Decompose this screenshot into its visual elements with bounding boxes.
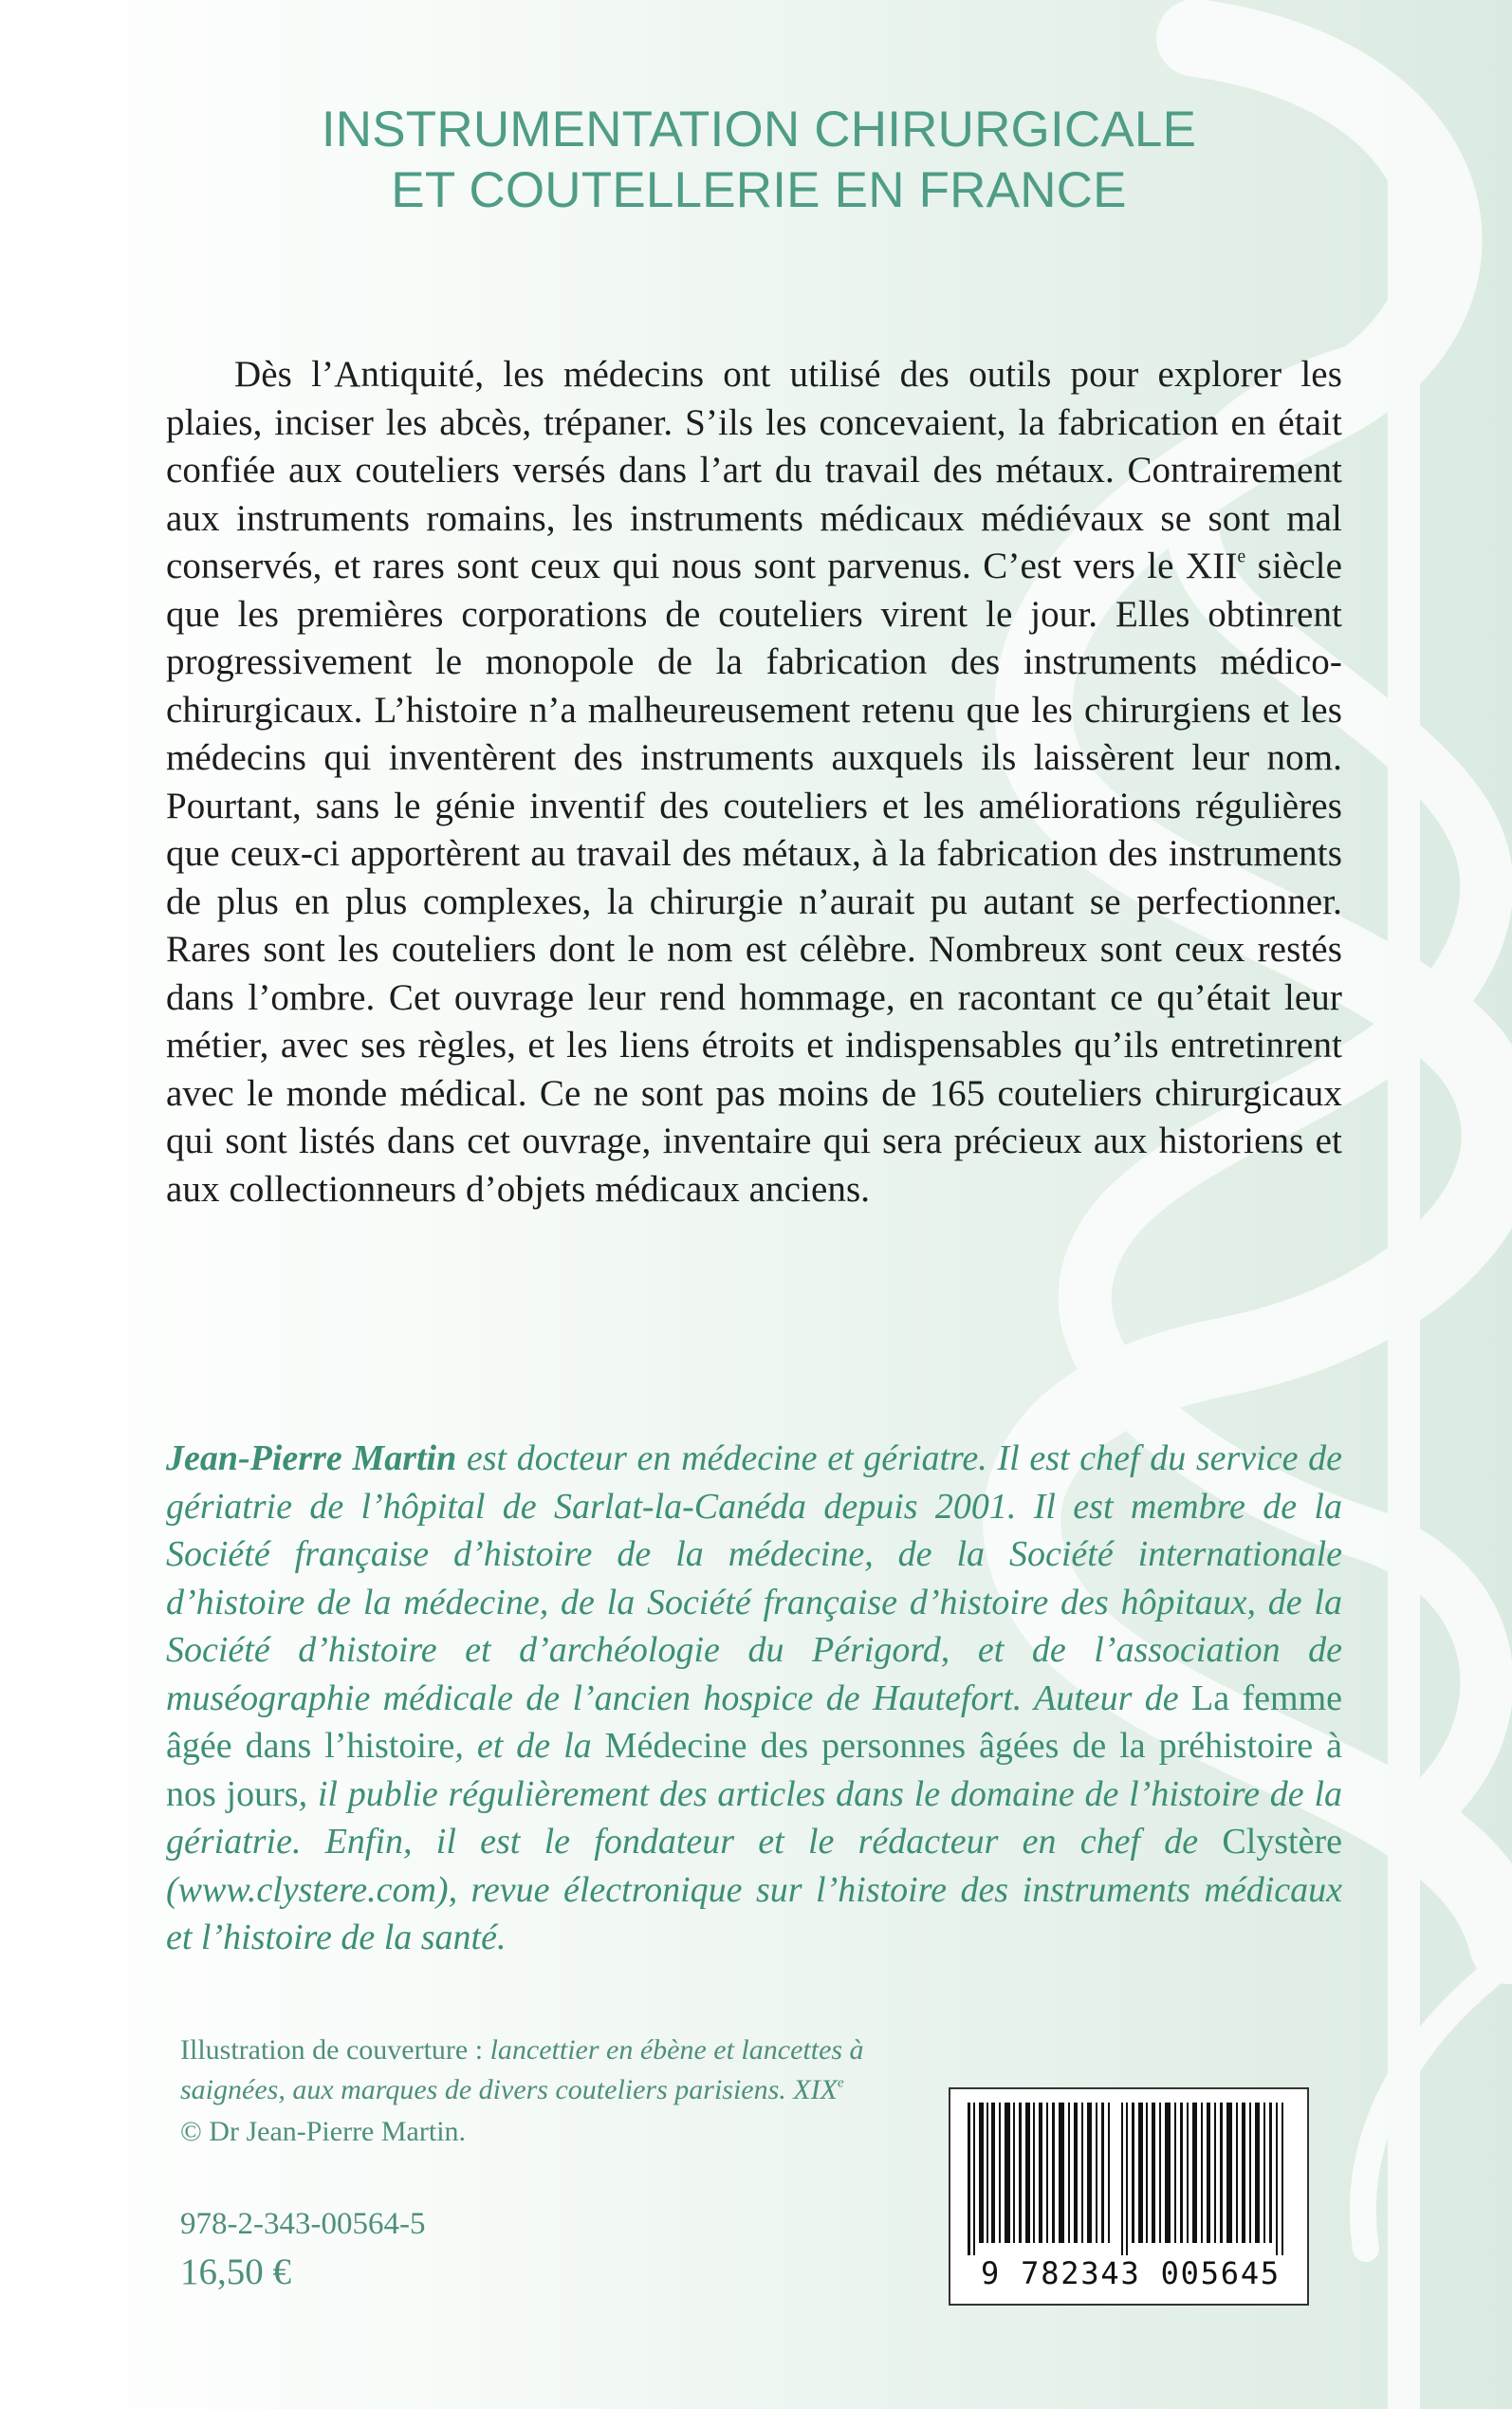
author-bio-text-2: , et de la [454, 1726, 605, 1766]
cover-illustration-label: Illustration de couverture : [180, 2034, 490, 2066]
book-summary-superscript: e [1237, 547, 1246, 567]
author-bio-text-4: (www.clystere.com), revue électronique sur l’histoire des instruments médicaux et l’histoire de la santé. [166, 1869, 1342, 1957]
cover-illustration-credit [180, 2030, 920, 2110]
author-book-title-2: Médecine des personnes âgées de la préhistoire à nos jours [166, 1726, 1342, 1814]
author-bio-text-1: est docteur en médecine et gériatre. Il est chef du service de gériatrie de l’hôpital de Sarlat-la-Canéda depuis 2001. Il est membre de la Société française d’histoire de la médecine, de la Société internationale d’histoire de la médecine, de la Société française d’histoire des hôpitaux, de la Société d’histoire et d’archéologie du Périgord, et de l’association de muséographie médicale de l’ancien hospice de Hautefort. Auteur de [166, 1438, 1342, 1718]
copyright-notice: © Dr Jean-Pierre Martin. [180, 2116, 467, 2147]
barcode-icon [960, 2099, 1300, 2255]
cover-illustration-superscript: e [837, 2075, 844, 2091]
barcode [949, 2087, 1309, 2306]
price: 16,50 € [180, 2251, 291, 2292]
barcode-digits: 9 782343 005645 [981, 2255, 1281, 2291]
author-bio-text-3: , il publie régulièrement des articles dans le domaine de l’histoire de la gériatrie. Enfin, il est le fondateur et le rédacteur en chef de [166, 1773, 1342, 1862]
isbn: 978-2-343-00564-5 [180, 2207, 426, 2241]
book-title-line-2: ET COUTELLERIE EN FRANCE [391, 162, 1127, 218]
author-name: Jean-Pierre Martin [166, 1438, 457, 1478]
author-book-title-1: La femme âgée dans l’histoire [166, 1677, 1342, 1766]
author-journal-name: Clystère [1222, 1822, 1342, 1862]
author-biography [166, 1435, 1342, 1962]
book-summary [166, 351, 1342, 1214]
book-title [313, 100, 1205, 221]
book-summary-part-1: Dès l’Antiquité, les médecins ont utilisé des outils pour explorer les plaies, inciser les abcès, trépaner. S’ils les concevaient, la fabrication en était confiée aux couteliers versés dans l’art du travail des métaux. Contrairement aux instruments romains, les instruments médicaux médiévaux se sont mal conservés, et rares sont ceux qui nous sont parvenus. C’est vers le XII [166, 354, 1342, 586]
book-summary-part-2: siècle que les premières corporations de couteliers virent le jour. Elles obtinrent progressivement le monopole de la fabrication des instruments médico-chirurgicaux. L’histoire n’a malheureusement retenu que les chirurgiens et les médecins qui inventèrent des instruments auxquels ils laissèrent leur nom. Pourtant, sans le génie inventif des couteliers et les améliorations régulières que ceux-ci apportèrent au travail des métaux, à la fabrication des instruments de plus en plus complexes, la chirurgie n’aurait pu autant se perfectionner. Rares sont les couteliers dont le nom est célèbre. Nombreux sont ceux restés dans l’ombre. Cet ouvrage leur rend hommage, en racontant ce qu’était leur métier, avec ses règles, et les liens étroits et indispensables qu’ils entretinrent avec le monde médical. Ce ne sont pas moins de 165 couteliers chirurgicaux qui sont listés dans cet ouvrage, inventaire qui sera précieux aux historiens et aux collectionneurs d’objets médicaux anciens. [166, 546, 1342, 1210]
book-title-line-1: INSTRUMENTATION CHIRURGICALE [321, 102, 1197, 158]
cover-illustration-description: lancettier en ébène et lancettes à saignées, aux marques de divers couteliers parisiens. XIX [180, 2034, 864, 2105]
